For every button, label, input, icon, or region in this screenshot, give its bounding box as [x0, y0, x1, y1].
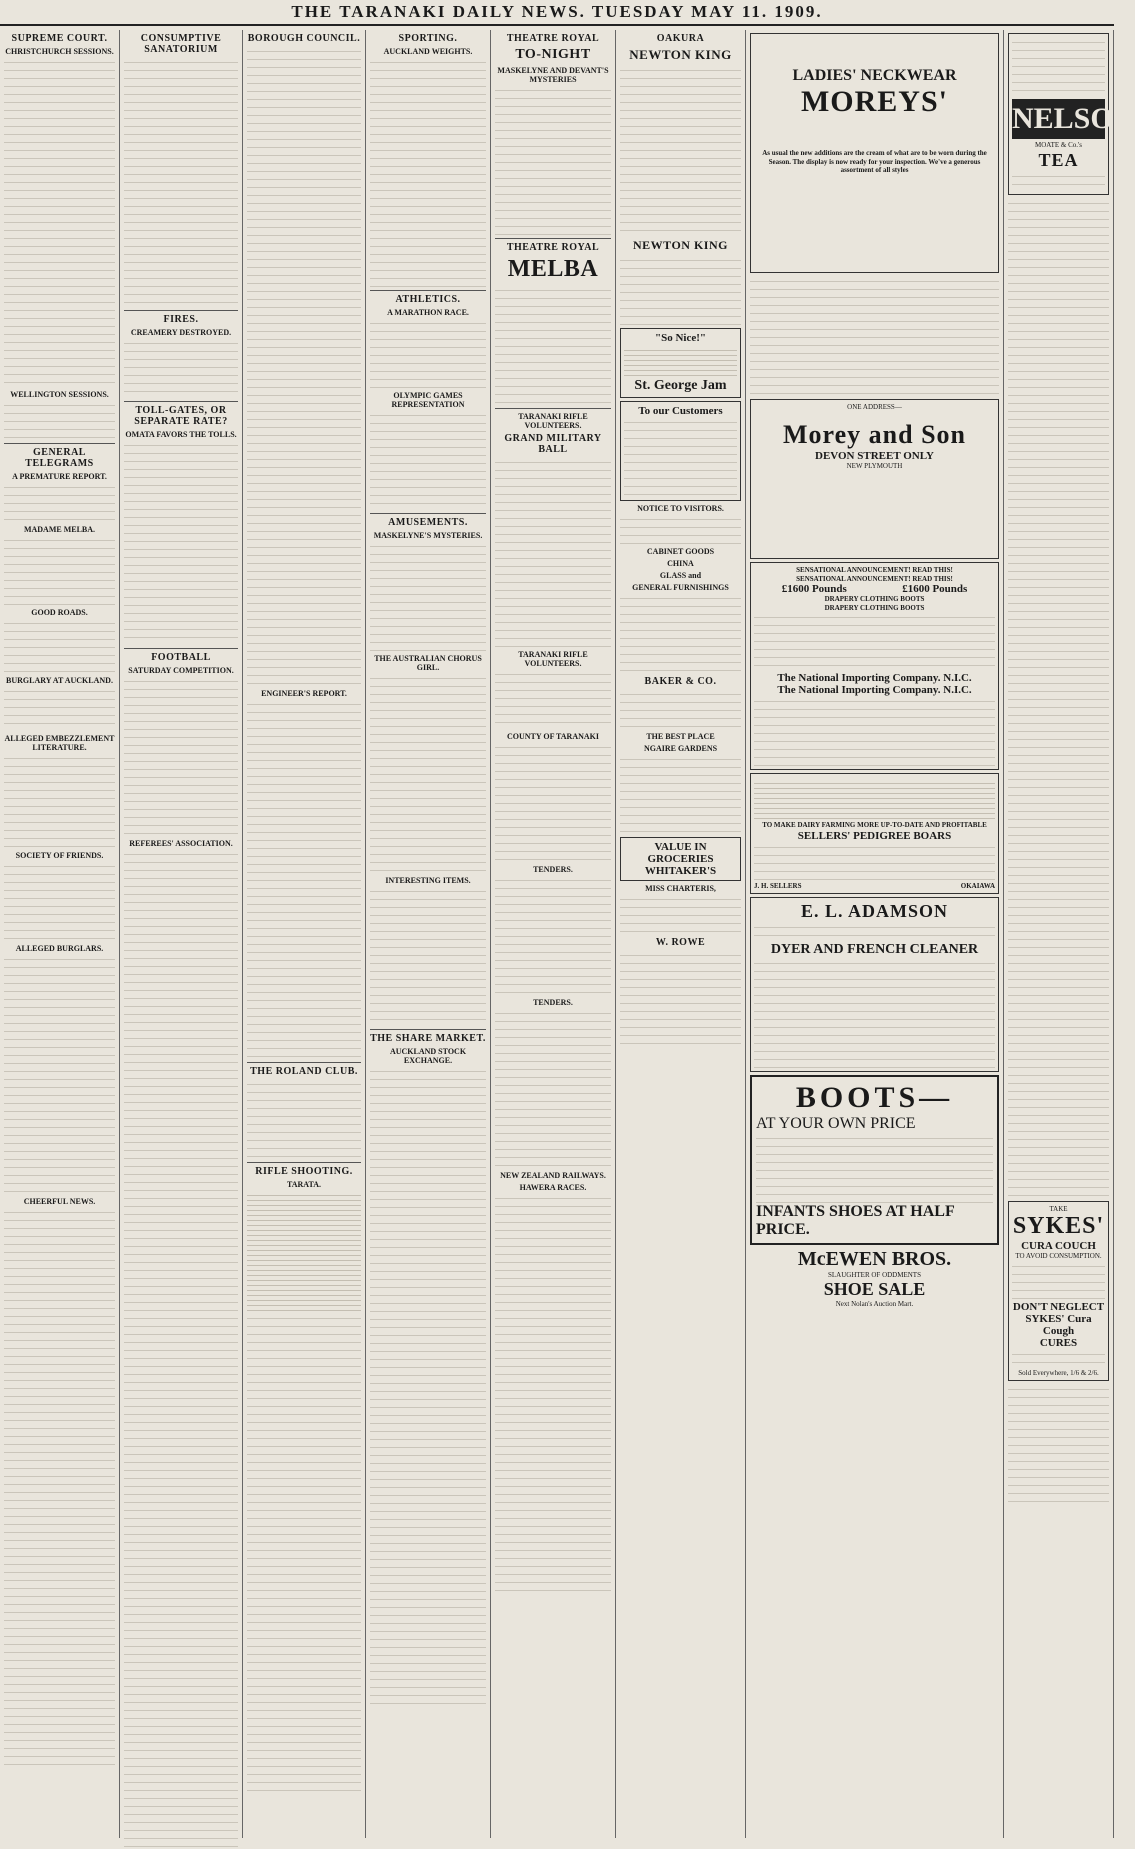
- boar-illustration: [754, 779, 995, 819]
- pounds: £1600 Pounds: [902, 583, 968, 595]
- head: ATHLETICS.: [395, 294, 461, 305]
- column-5: [491, 30, 616, 1838]
- text-block: [124, 338, 238, 398]
- text-block: [620, 514, 741, 544]
- adamson-ad: [750, 897, 999, 1072]
- sykes-cura: CURA COUCH: [1021, 1240, 1096, 1252]
- text-block: [754, 696, 995, 766]
- subhead: OMATA FAVORS THE TOLLS.: [125, 430, 237, 439]
- subhead: GLASS and: [659, 571, 702, 580]
- subhead: NEW ZEALAND RAILWAYS.: [500, 1171, 606, 1180]
- head: GRAND MILITARY BALL: [504, 433, 602, 455]
- jar-illustration: [624, 346, 737, 376]
- head: THEATRE ROYAL: [506, 33, 600, 44]
- column-1: [0, 30, 120, 1838]
- head: BOROUGH COUNCIL.: [247, 33, 361, 44]
- head: NEWTON KING: [629, 47, 732, 62]
- text-block: [124, 849, 238, 1849]
- text-block: [620, 754, 741, 834]
- moreys-brand: MOREYS': [800, 85, 948, 118]
- text-block: [754, 958, 995, 1068]
- boots-ad: [750, 1075, 999, 1245]
- text-block: [247, 1313, 361, 1793]
- subhead: A PREMATURE REPORT.: [12, 472, 107, 481]
- text-block: [1012, 37, 1105, 97]
- melba-heading: MELBA: [507, 256, 599, 282]
- boots-at: AT YOUR OWN PRICE: [756, 1115, 916, 1132]
- drapery-line: DRAPERY CLOTHING BOOTS: [824, 603, 925, 612]
- text-block: [495, 1193, 611, 1593]
- text-block: [620, 894, 741, 934]
- text-block: [1012, 171, 1105, 191]
- subhead: BURGLARY AT AUCKLAND.: [6, 676, 113, 685]
- head: THE ROLAND CLUB.: [250, 1066, 358, 1077]
- nic-line: The National Importing Company. N.I.C.: [777, 672, 972, 684]
- subhead: ALLEGED EMBEZZLEMENT LITERATURE.: [4, 734, 115, 752]
- subhead: TARANAKI RIFLE VOLUNTEERS.: [518, 412, 588, 430]
- column-3: [243, 30, 366, 1838]
- text-block: [370, 410, 486, 510]
- subhead: GOOD ROADS.: [31, 608, 88, 617]
- text-block: [4, 618, 115, 673]
- subhead: INTERESTING ITEMS.: [385, 876, 471, 885]
- head: CONSUMPTIVE SANATORIUM: [140, 33, 222, 55]
- head: FIRES.: [163, 314, 199, 325]
- nic-line: The National Importing Company. N.I.C.: [777, 684, 972, 696]
- subhead: HAWERA RACES.: [519, 1183, 587, 1192]
- to-customers: To our Customers: [638, 405, 723, 417]
- column-7-ads: [746, 30, 1004, 1838]
- text-block: [4, 57, 115, 387]
- subhead: WELLINGTON SESSIONS.: [10, 390, 109, 399]
- text-block: [247, 46, 361, 686]
- text-block: [756, 1133, 993, 1203]
- text-block: [370, 673, 486, 873]
- head: SPORTING.: [398, 33, 458, 44]
- adamson-sub: DYER AND FRENCH CLEANER: [770, 942, 979, 957]
- subhead: MISS CHARTERIS,: [645, 884, 716, 893]
- sykes-ad: [1008, 1201, 1109, 1382]
- text-block: [754, 922, 995, 942]
- subhead: GENERAL FURNISHINGS: [632, 583, 729, 592]
- sykes-cure: TO AVOID CONSUMPTION.: [1015, 1252, 1102, 1260]
- text-block: [4, 954, 115, 1194]
- sykes-cures: CURES: [1039, 1336, 1078, 1349]
- st-george-ad: [620, 328, 741, 398]
- text-block: [247, 1079, 361, 1159]
- subhead: MADAME MELBA.: [23, 525, 96, 534]
- groceries-ad: [620, 837, 741, 881]
- sykes-sold: Sold Everywhere, 1/6 & 2/6.: [1018, 1368, 1099, 1377]
- subhead: AUCKLAND STOCK EXCHANGE.: [389, 1047, 467, 1065]
- subhead: COUNTY OF TARANAKI: [506, 732, 599, 741]
- moreys-note: As usual the new additions are the cream of what are to be worn during the Season. The display is now ready for your inspection. We've a generous assortment of all styles: [762, 149, 987, 174]
- text-block: [495, 285, 611, 405]
- text-block: [495, 875, 611, 995]
- classifieds: [1008, 198, 1109, 1198]
- text-block: [754, 612, 995, 672]
- moreys-ad: [750, 33, 999, 273]
- text-block: [4, 482, 115, 522]
- value-groceries: VALUE IN GROCERIES: [647, 841, 714, 865]
- devon-street: DEVON STREET ONLY: [815, 449, 934, 462]
- head: THE SHARE MARKET.: [370, 1033, 486, 1044]
- sellers-brand: SELLERS' PEDIGREE BOARS: [797, 829, 952, 842]
- text-block: [620, 255, 741, 325]
- sellers-place: OKAIAWA: [960, 881, 995, 890]
- head: SUPREME COURT.: [11, 33, 108, 44]
- text-block: [370, 318, 486, 388]
- subhead: TARANAKI RIFLE VOLUNTEERS.: [518, 650, 588, 668]
- subhead: SATURDAY COMPETITION.: [128, 666, 234, 675]
- text-block: [495, 85, 611, 235]
- mcewen-name: McEWEN BROS.: [797, 1248, 952, 1270]
- head: TO-NIGHT: [515, 47, 591, 62]
- masthead: [0, 0, 1114, 26]
- subhead: CREAMERY DESTROYED.: [130, 328, 232, 337]
- subhead: ENGINEER'S REPORT.: [261, 689, 347, 698]
- text-block: [1012, 1261, 1105, 1301]
- text-block: [4, 400, 115, 440]
- drapery-line: DRAPERY CLOTHING BOOTS: [824, 595, 925, 603]
- text-block: [4, 753, 115, 848]
- text-block: [4, 686, 115, 731]
- column-4: [366, 30, 491, 1838]
- pounds: £1600 Pounds: [781, 583, 847, 595]
- sellers-name: J. H. SELLERS: [754, 881, 802, 890]
- sellers-ad: [750, 773, 999, 894]
- mcewen-next: Next Nolan's Auction Mart.: [835, 1300, 914, 1308]
- text-block: [124, 57, 238, 307]
- subhead: THE AUSTRALIAN CHORUS GIRL.: [374, 654, 482, 672]
- subhead: OLYMPIC GAMES REPRESENTATION: [391, 391, 465, 409]
- subhead: CHINA: [667, 559, 694, 568]
- text-block: [620, 593, 741, 673]
- subhead: TENDERS.: [533, 998, 573, 1007]
- head: TOLL-GATES, OR SEPARATE RATE?: [134, 405, 228, 427]
- subhead: CABINET GOODS: [646, 547, 715, 556]
- boots-title: BOOTS—: [795, 1081, 954, 1114]
- subhead: MASKELYNE AND DEVANT'S MYSTERIES: [497, 66, 609, 84]
- text-block: [124, 440, 238, 645]
- infants-shoes: INFANTS SHOES AT HALF PRICE.: [756, 1203, 955, 1238]
- text-block: [124, 676, 238, 836]
- text-block: [370, 541, 486, 651]
- text-block: [495, 742, 611, 862]
- subhead: ALLEGED BURGLARS.: [15, 944, 104, 953]
- subhead: NOTICE TO VISITORS.: [637, 504, 724, 513]
- subhead: MASKELYNE'S MYSTERIES.: [373, 531, 483, 540]
- nelson-tea: TEA: [1038, 149, 1079, 170]
- subhead: SOCIETY OF FRIENDS.: [15, 851, 104, 860]
- page-title: THE TARANAKI DAILY NEWS. TUESDAY MAY 11. 1909.: [291, 2, 823, 21]
- text-block: [495, 457, 611, 647]
- customers-ad: [620, 401, 741, 501]
- whitakers: WHITAKER'S: [644, 865, 717, 877]
- morey-son-ad: [750, 399, 999, 559]
- head: FOOTBALL: [151, 652, 211, 663]
- text-block: [750, 276, 999, 396]
- shoe-sale: SHOE SALE: [823, 1279, 926, 1299]
- text-block: [620, 689, 741, 729]
- one-address: ONE ADDRESS—: [847, 403, 902, 411]
- nelson-sub: MOATE & Co.'s: [1035, 141, 1082, 149]
- head: NEWTON KING: [633, 238, 728, 252]
- subhead: A MARATHON RACE.: [387, 308, 469, 317]
- sykes-neglect: DON'T NEGLECT: [1012, 1300, 1105, 1313]
- nelson-brand: NELSON: [1012, 99, 1105, 139]
- text-block: [495, 1008, 611, 1168]
- subhead: TENDERS.: [533, 865, 573, 874]
- head: AMUSEMENTS.: [388, 517, 468, 528]
- subhead: NGAIRE GARDENS: [643, 744, 718, 753]
- text-block: [624, 417, 737, 497]
- text-block: [370, 886, 486, 1026]
- nelson-ad: [1008, 33, 1135, 195]
- text-block: [1012, 1349, 1105, 1369]
- text-block: [620, 950, 741, 1050]
- new-plymouth: NEW PLYMOUTH: [846, 461, 903, 470]
- mcewen-sub: SLAUGHTER OF ODDMENTS: [828, 1271, 921, 1279]
- sykes-brand2: SYKES' Cura Cough: [1025, 1312, 1092, 1337]
- classifieds: [1008, 1384, 1109, 1504]
- text-block: [4, 861, 115, 941]
- subhead: CHRISTCHURCH SESSIONS.: [5, 47, 114, 56]
- text-block: [247, 699, 361, 1059]
- text-block: [620, 65, 741, 235]
- sykes-take: TAKE: [1049, 1204, 1068, 1213]
- column-6: [616, 30, 746, 1838]
- column-8: [1004, 30, 1135, 1838]
- column-2: [120, 30, 243, 1838]
- sensational-line: SENSATIONAL ANNOUNCEMENT! READ THIS!: [796, 566, 953, 574]
- text-block: [495, 669, 611, 729]
- subhead: REFEREES' ASSOCIATION.: [129, 839, 233, 848]
- head: GENERAL TELEGRAMS: [25, 447, 94, 469]
- head: THEATRE ROYAL: [506, 242, 600, 253]
- score-table: [247, 1191, 361, 1311]
- st-george-brand: St. George Jam: [634, 378, 727, 393]
- so-nice: "So Nice!": [654, 332, 706, 344]
- sellers-title: TO MAKE DAIRY FARMING MORE UP-TO-DATE AND PROFITABLE: [762, 821, 987, 829]
- text-block: [4, 1207, 115, 1767]
- head: RIFLE SHOOTING.: [255, 1166, 353, 1177]
- text-block: [4, 535, 115, 605]
- text-block: [754, 842, 995, 882]
- head: BAKER & CO.: [644, 676, 717, 687]
- subhead: THE BEST PLACE: [646, 732, 715, 741]
- subhead: AUCKLAND WEIGHTS.: [383, 47, 473, 56]
- sensational-ad: [750, 562, 999, 770]
- text-block: [370, 57, 486, 287]
- morey-son-brand: Morey and Son: [783, 419, 966, 449]
- adamson-name: E. L. ADAMSON: [800, 901, 948, 921]
- sensational-line: SENSATIONAL ANNOUNCEMENT! READ THIS!: [796, 574, 953, 583]
- moreys-top: LADIES' NECKWEAR: [792, 67, 957, 84]
- subhead: CHEERFUL NEWS.: [23, 1197, 96, 1206]
- head: OAKURA: [656, 33, 705, 44]
- sykes-brand: SYKES': [1012, 1213, 1105, 1239]
- subhead: TARATA.: [287, 1180, 321, 1189]
- head: W. ROWE: [655, 937, 706, 948]
- text-block: [370, 1066, 486, 1706]
